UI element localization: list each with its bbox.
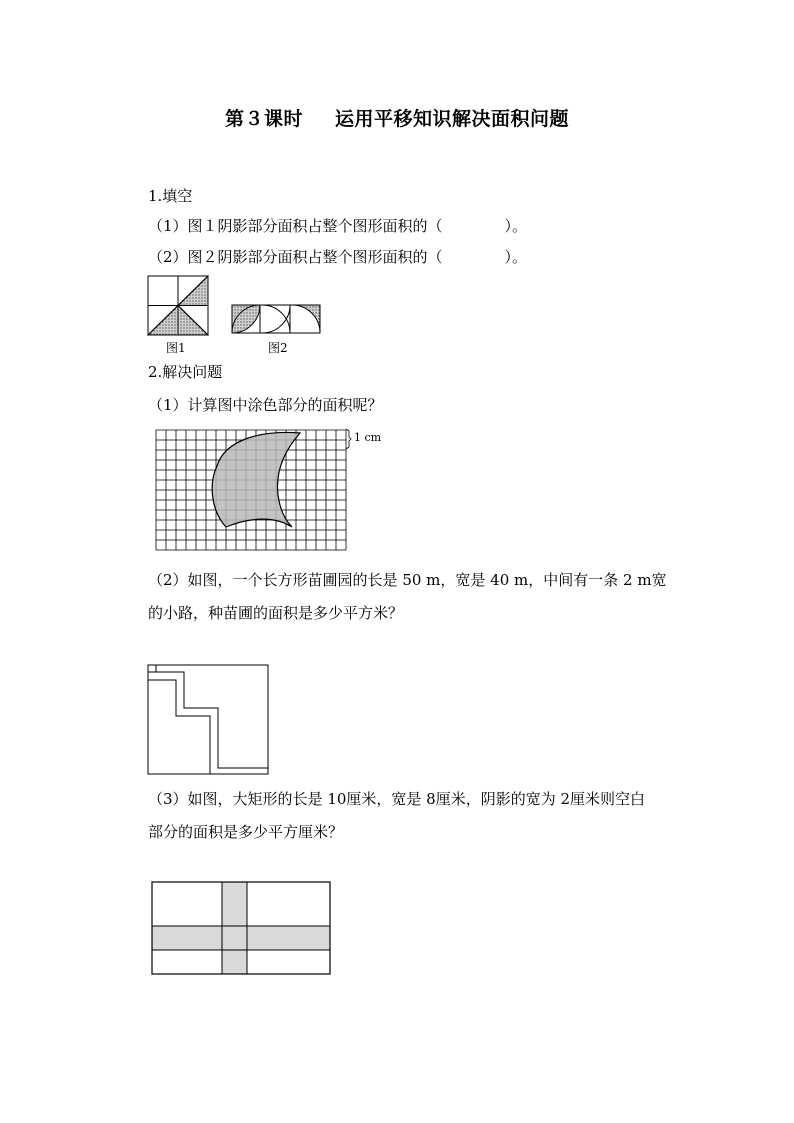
- lesson-number: 第３课时: [224, 108, 303, 130]
- q2-heading: 2.解决问题: [148, 363, 223, 381]
- q1-item1-close: ）。: [504, 217, 528, 235]
- q2-part3-line1: （3）如图，大矩形的长是 10厘米，宽是 8厘米，阴影的宽为 2厘米则空白: [148, 790, 646, 808]
- figure-1: [148, 276, 208, 335]
- q2-part2-line2: 的小路，种苗圃的面积是多少平方米？: [148, 604, 404, 622]
- horizontal-band: [152, 926, 330, 950]
- grid-figure: [156, 429, 351, 550]
- q1-heading: 1.填空: [148, 187, 193, 205]
- q1-item1-text: （1）图１阴影部分面积占整个图形面积的（: [148, 217, 443, 235]
- q2-part1-text: （1）计算图中涂色部分的面积呢？: [148, 396, 383, 414]
- garden-figure: [148, 665, 268, 774]
- q1-item2-close: ）。: [504, 248, 528, 266]
- grid-unit-label: 1 cm: [354, 431, 382, 444]
- figure-2: [232, 305, 320, 333]
- fig1-caption: 图1: [166, 341, 186, 355]
- q1-item2-text: （2）图２阴影部分面积占整个图形面积的（: [148, 248, 443, 266]
- q2-part3-line2: 部分的面积是多少平方厘米？: [148, 823, 344, 841]
- fig2-caption: 图2: [268, 341, 288, 355]
- lesson-topic: 运用平移知识解决面积问题: [335, 108, 570, 130]
- q2-part2-line1: （2）如图，一个长方形苗圃园的长是 50 m，宽是 40 m，中间有一条 2 m宽: [148, 571, 667, 589]
- cross-rect-figure: [152, 882, 330, 974]
